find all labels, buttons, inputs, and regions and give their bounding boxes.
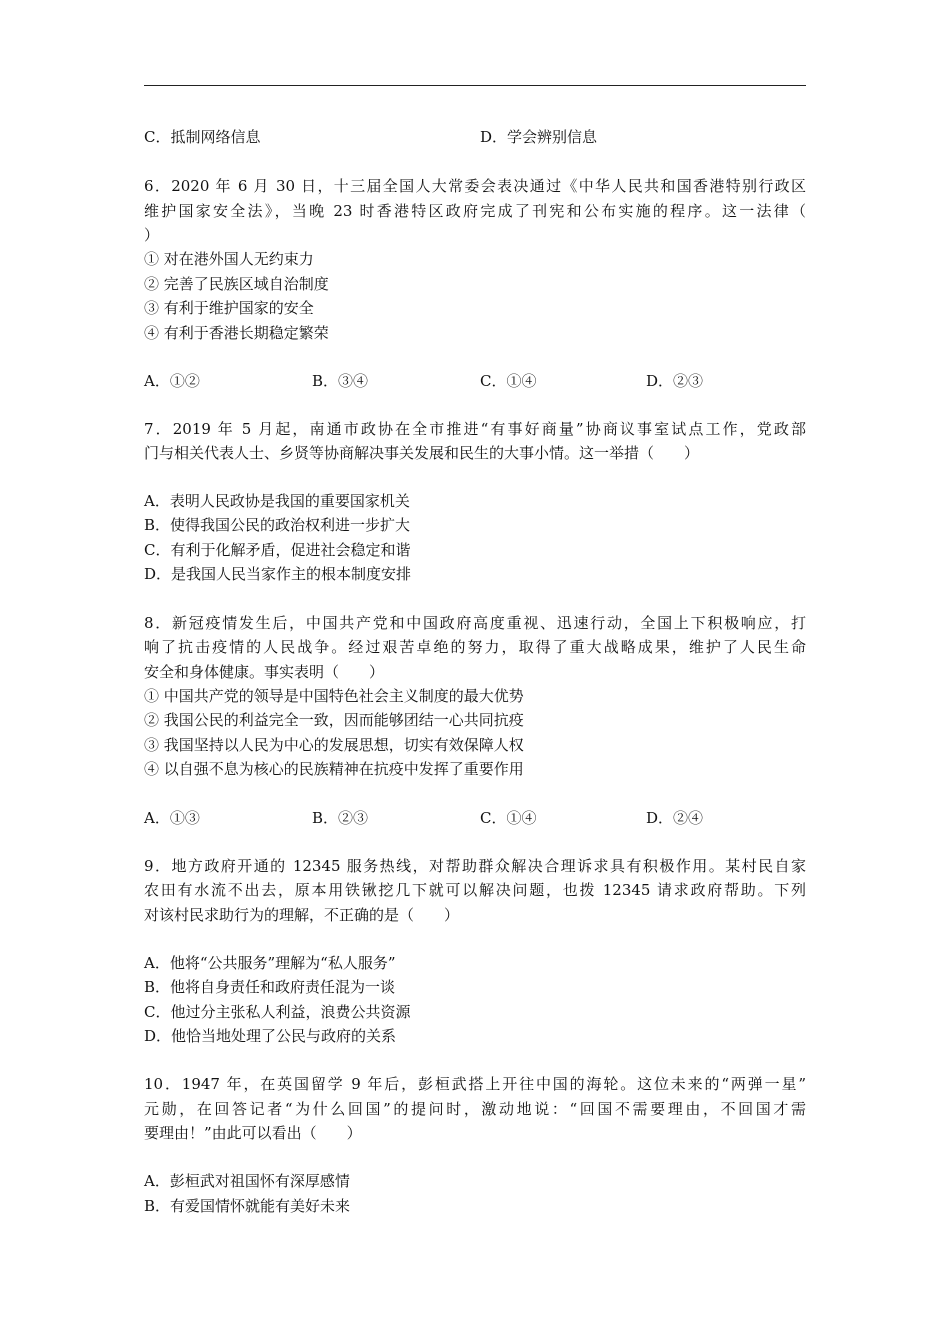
question-stem-line: 门与相关代表人士、乡贤等协商解决事关发展和民生的大事小情。这一举措（ ） bbox=[144, 444, 700, 462]
statement-item: ② 我国公民的利益完全一致，因而能够团结一心共同抗疫 bbox=[144, 711, 524, 729]
choice-a: A．表明人民政协是我国的重要国家机关 bbox=[144, 492, 410, 510]
question-stem-line: 10．1947 年，在英国留学 9 年后，彭桓武搭上开往中国的海轮。这位未来的“两弹一星” bbox=[144, 1075, 806, 1093]
question-stem-line: 维护国家安全法》，当晚 23 时香港特区政府完成了刊宪和公布实施的程序。这一法律（ bbox=[144, 202, 806, 220]
option-c: C．抵制网络信息 bbox=[144, 128, 261, 146]
question-stem-line: ） bbox=[144, 226, 160, 244]
question-stem-line: 要理由！”由此可以看出（ ） bbox=[144, 1124, 362, 1142]
statement-item: ① 对在港外国人无约束力 bbox=[144, 250, 314, 268]
choice-c: C．①④ bbox=[480, 809, 537, 827]
question-stem-line: 8．新冠疫情发生后，中国共产党和中国政府高度重视、迅速行动，全国上下积极响应，打 bbox=[144, 614, 806, 632]
statement-item: ① 中国共产党的领导是中国特色社会主义制度的最大优势 bbox=[144, 687, 524, 705]
statement-item: ③ 有利于维护国家的安全 bbox=[144, 299, 314, 317]
question-stem-line: 农田有水流不出去，原本用铁锹挖几下就可以解决问题，也拨 12345 请求政府帮助。下列 bbox=[144, 881, 806, 899]
statement-item: ③ 我国坚持以人民为中心的发展思想，切实有效保障人权 bbox=[144, 736, 524, 754]
question-stem-line: 6．2020 年 6 月 30 日，十三届全国人大常委会表决通过《中华人民共和国香港特别行政区 bbox=[144, 177, 806, 195]
question-stem-line: 9．地方政府开通的 12345 服务热线，对帮助群众解决合理诉求具有积极作用。某村民自家 bbox=[144, 857, 806, 875]
choice-b: B．③④ bbox=[312, 372, 369, 390]
choice-c: C．他过分主张私人利益，浪费公共资源 bbox=[144, 1003, 411, 1021]
choice-a: A．他将“公共服务”理解为“私人服务” bbox=[144, 954, 396, 972]
question-stem-line: 对该村民求助行为的理解，不正确的是（ ） bbox=[144, 906, 460, 924]
choice-d: D．②④ bbox=[646, 809, 704, 827]
statement-item: ② 完善了民族区域自治制度 bbox=[144, 275, 329, 293]
choice-a: A．①③ bbox=[144, 809, 200, 827]
option-d: D．学会辨别信息 bbox=[480, 128, 598, 146]
question-stem-line: 安全和身体健康。事实表明（ ） bbox=[144, 663, 385, 681]
choice-b: B．使得我国公民的政治权利进一步扩大 bbox=[144, 516, 411, 534]
choice-d: D．他恰当地处理了公民与政府的关系 bbox=[144, 1027, 397, 1045]
statement-item: ④ 以自强不息为核心的民族精神在抗疫中发挥了重要作用 bbox=[144, 760, 524, 778]
choice-b: B．他将自身责任和政府责任混为一谈 bbox=[144, 978, 396, 996]
choice-a: A．彭桓武对祖国怀有深厚感情 bbox=[144, 1172, 350, 1190]
choice-b: B．②③ bbox=[312, 809, 369, 827]
choice-a: A．①② bbox=[144, 372, 200, 390]
question-stem-line: 元勋，在回答记者“为什么回国”的提问时，激动地说：“回国不需要理由，不回国才需 bbox=[144, 1100, 806, 1118]
question-stem-line: 7．2019 年 5 月起，南通市政协在全市推进“有事好商量”协商议事室试点工作，党政部 bbox=[144, 420, 806, 438]
choice-d: D．是我国人民当家作主的根本制度安排 bbox=[144, 565, 412, 583]
header-rule bbox=[144, 85, 806, 86]
statement-item: ④ 有利于香港长期稳定繁荣 bbox=[144, 324, 329, 342]
choice-b: B．有爱国情怀就能有美好未来 bbox=[144, 1197, 351, 1215]
choice-c: C．①④ bbox=[480, 372, 537, 390]
question-stem-line: 响了抗击疫情的人民战争。经过艰苦卓绝的努力，取得了重大战略成果，维护了人民生命 bbox=[144, 638, 806, 656]
choice-c: C．有利于化解矛盾，促进社会稳定和谐 bbox=[144, 541, 411, 559]
choice-d: D．②③ bbox=[646, 372, 704, 390]
